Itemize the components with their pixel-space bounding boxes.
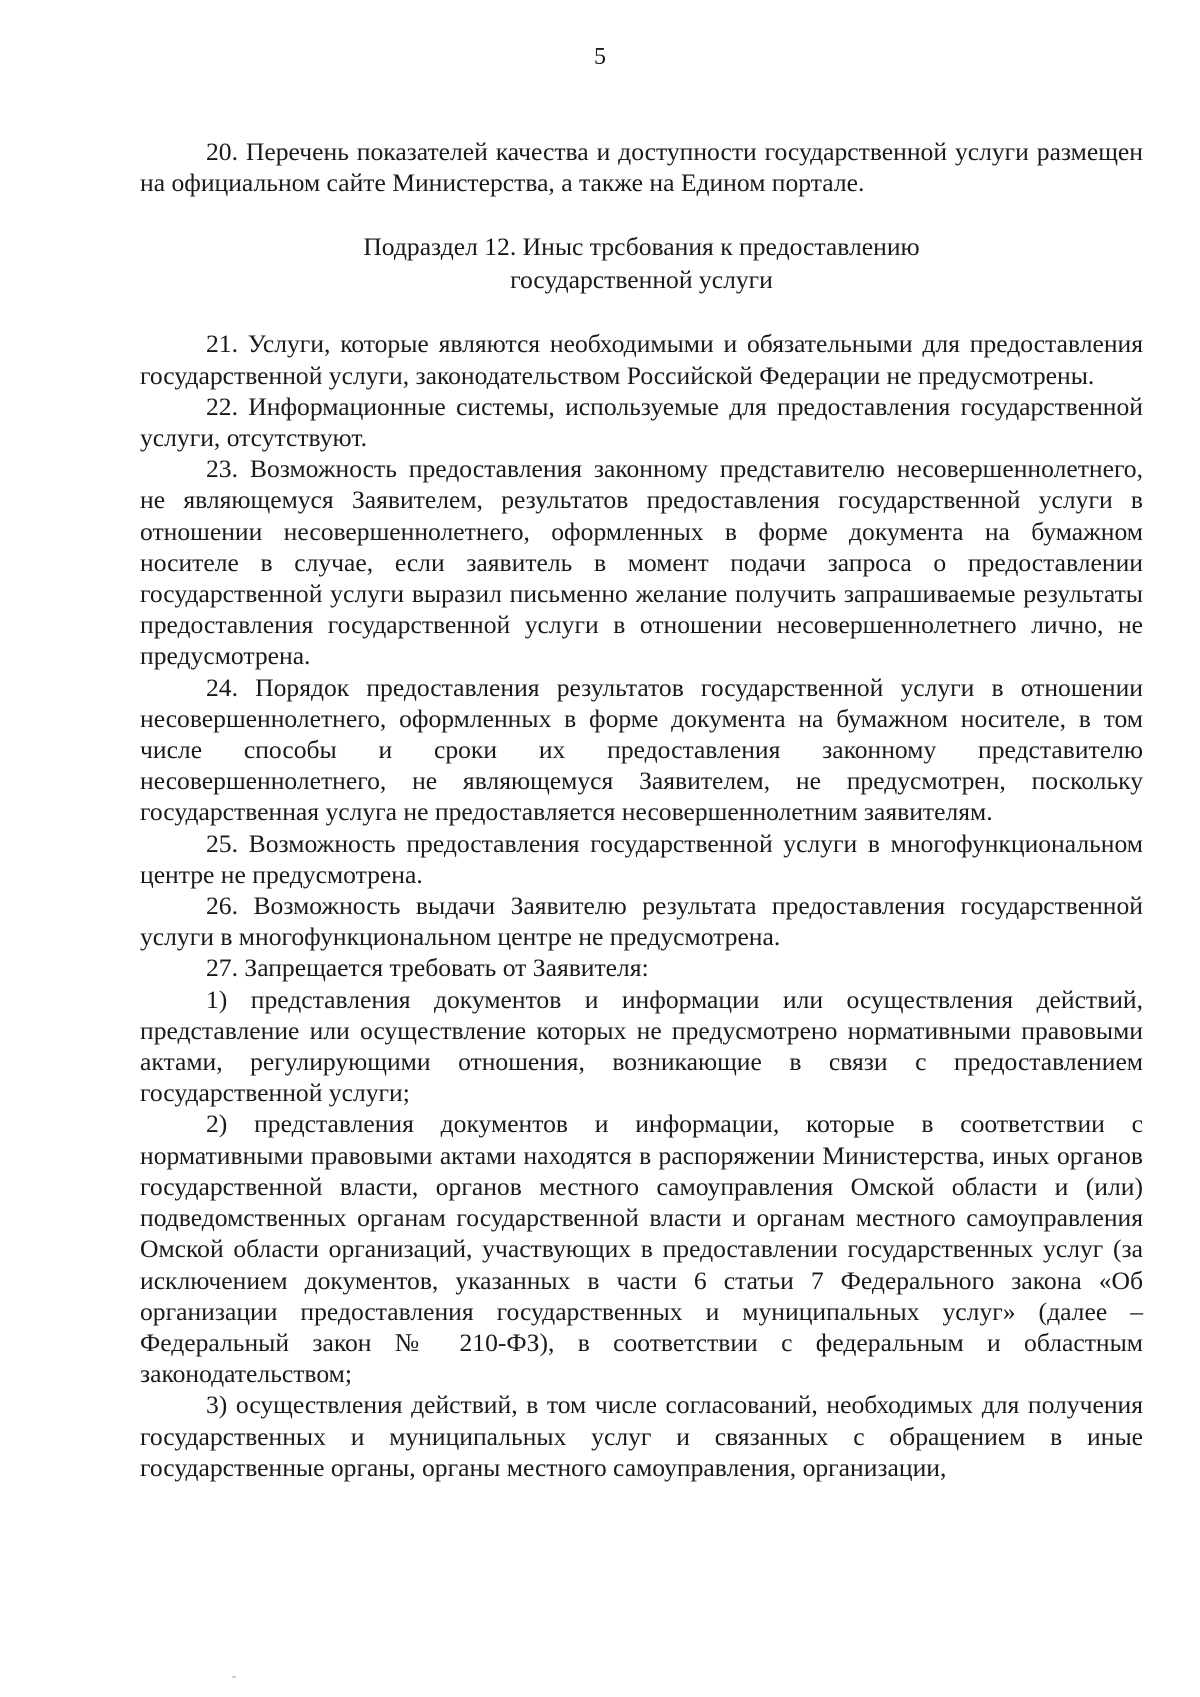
paragraph-24: 24. Порядок предоставления результатов государственной услуги в отношении несовершеннолетнего, оформленных в форме документа на бумажном носителе, в том числе способы и сроки их предоставления законному представителю несовершеннолетнего, не являющемуся Заявителем, не предусмотрен, поскольку государственная услуга не предоставляется несовершеннолетним заявителям. [140, 672, 1143, 827]
subsection-title-line-2: государственной услуги [510, 265, 773, 295]
list-item-2: 2) представления документов и информации, которые в соответствии с нормативными правовыми актами находятся в распоряжении Министерства, иных органов государственной власти, органов местного самоуправления Омской области и (или) подведомственных органам государственной власти и органам местного самоуправления Омской области организаций, участвующих в предоставлении государственных услуг (за исключением документов, указанных в части 6 статьи 7 Федерального закона «Об организации предоставления государственных и муниципальных услуг» (далее – Федеральный закон № 210-ФЗ), в соответствии с федеральным и областным законодательством; [140, 1109, 1143, 1389]
list-item-1: 1) представления документов и информации или осуществления действий, представление или осуществление которых не предусмотрено нормативными правовыми актами, регулирующими отношения, возникающие в связи с предоставлением государственной услуги; [140, 984, 1143, 1108]
document-body [140, 136, 1143, 1483]
paragraph-22: 22. Информационные системы, используемые для предоставления государственной услуги, отсутствуют. [140, 391, 1143, 453]
paragraph-26: 26. Возможность выдачи Заявителю результата предоставления государственной услуги в многофункциональном центре не предусмотрена. [140, 891, 1143, 952]
list-item-3: 3) осуществления действий, в том числе согласований, необходимых для получения государственных и муниципальных услуг и связанных с обращением в иные государственные органы, органы местного самоуправления, организации, [140, 1390, 1143, 1482]
subsection-title-line-1: Подраздел 12. Иныс трсбования к предоставлению [363, 232, 920, 262]
paragraph-21: 21. Услуги, которые являются необходимыми и обязательными для предоставления государственной услуги, законодательством Российской Федерации не предусмотрены. [140, 329, 1143, 390]
scan-artifact [232, 1676, 236, 1678]
paragraph-23: 23. Возможность предоставления законному представителю несовершеннолетнего, не являющемуся Заявителем, результатов предоставления государственной услуги в отношении несовершеннолетнего, оформленных в форме документа на бумажном носителе в случае, если заявитель в момент подачи запроса о предоставлении государственной услуги выразил письменно желание получить запрашиваемые результаты предоставления государственной услуги в отношении несовершеннолетнего лично, не предусмотрена. [140, 454, 1143, 671]
paragraph-20: 20. Перечень показателей качества и доступности государственной услуги размещен на официальном сайте Министерства, а также на Едином портале. [140, 137, 1143, 198]
page-number: 5 [594, 44, 606, 70]
subsection-heading [140, 230, 1143, 296]
paragraph-27: 27. Запрещается требовать от Заявителя: [206, 953, 649, 983]
paragraph-25: 25. Возможность предоставления государственной услуги в многофункциональном центре не предусмотрена. [140, 828, 1143, 889]
